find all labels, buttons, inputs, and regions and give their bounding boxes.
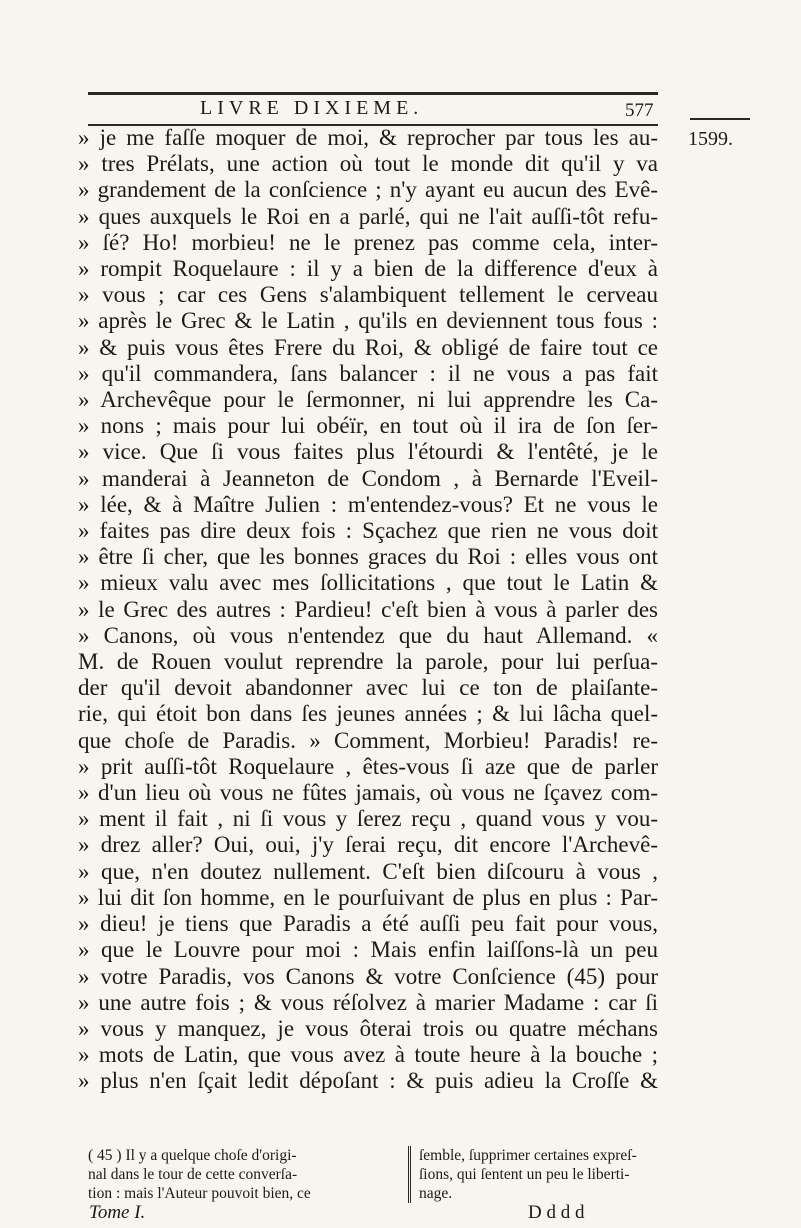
footnote-right-column [408,1146,669,1203]
text-line: » prit auſſi-tôt Roquelaure , êtes-vous ſi aze que de parler [78,753,658,779]
text-line: » le Grec des autres : Pardieu! c'eſt bien à vous à parler des [78,596,658,622]
text-line: » après le Grec & le Latin , qu'ils en deviennent tous fous : [78,308,658,334]
text-line: » Archevêque pour le ſermonner, ni lui apprendre les Ca- [78,387,658,413]
text-line: M. de Rouen voulut reprendre la parole, pour lui perſua- [78,649,658,675]
margin-rule [690,118,750,120]
footnote-line: tion : mais l'Auteur pouvoit bien, ce [88,1185,311,1202]
text-line: » & puis vous êtes Frere du Roi, & obligé de faire tout ce [78,334,658,360]
footnote-line: ſions, qui ſentent un peu le liberti- [419,1166,630,1183]
top-rule [88,92,658,95]
text-line: » drez aller? Oui, oui, j'y ſerai reçu, dit encore l'Archevê- [78,832,658,858]
text-line: » mots de Latin, que vous avez à toute heure à la bouche ; [78,1042,658,1068]
text-line: » grandement de la conſcience ; n'y ayant eu aucun des Evê- [78,177,658,203]
footnote-line: nage. [419,1185,453,1202]
volume-label: Tome I. [89,1202,146,1223]
page-number: 577 [625,100,654,121]
text-line: » faites pas dire deux fois : Sçachez que rien ne vous doit [78,518,658,544]
margin-year: 1599. [688,128,733,150]
text-line: » mieux valu avec mes ſollicitations , que tout le Latin & [78,570,658,596]
text-line: » d'un lieu où vous ne fûtes jamais, où vous ne ſçavez com- [78,780,658,806]
text-line: » vous y manquez, je vous ôterai trois ou quatre méchans [78,1015,658,1041]
text-line: » lui dit ſon homme, en le pourſuivant de plus en plus : Par- [78,884,658,910]
text-line: » dieu! je tiens que Paradis a été auſſi peu fait pour vous, [78,911,658,937]
footnote-line: ( 45 ) Il y a quelque choſe d'origi- [88,1147,297,1164]
footnote-left-column [88,1146,388,1203]
text-line: » je me faſſe moquer de moi, & reprocher par tous les au- [78,125,658,150]
text-line: » rompit Roquelaure : il y a bien de la difference d'eux à [78,256,658,282]
signature-mark: D d d d [528,1202,585,1223]
text-line: » Canons, où vous n'entendez que du haut Allemand. « [78,622,658,648]
text-line: » nons ; mais pour lui obéïr, en tout où il ira de ſon ſer- [78,413,658,439]
text-line: » lée, & à Maître Julien : m'entendez-vous? Et ne vous le [78,491,658,517]
text-line: » que le Louvre pour moi : Mais enfin laiſſons-là un peu [78,937,658,963]
text-line: » que, n'en doutez nullement. C'eſt bien diſcouru à vous , [78,858,658,884]
text-line: der qu'il devoit abandonner avec lui ce ton de plaiſante- [78,675,658,701]
text-line: » manderai à Jeanneton de Condom , à Bernarde l'Eveil- [78,465,658,491]
footnote-line: ſemble, ſupprimer certaines expreſ- [419,1147,637,1164]
text-line: » qu'il commandera, ſans balancer : il ne vous a pas fait [78,360,658,386]
text-line: » ques auxquels le Roi en a parlé, qui ne l'ait auſſi-tôt refu- [78,203,658,229]
text-line: » vice. Que ſi vous faites plus l'étourdi & l'entêté, je le [78,439,658,465]
text-line: » être ſi cher, que les bonnes graces du Roi : elles vous ont [78,544,658,570]
running-header: LIVRE DIXIEME. [200,97,424,119]
footnote-line: nal dans le tour de cette converſa- [88,1166,298,1183]
text-line: » plus n'en ſçait ledit dépoſant : & puis adieu la Croſſe & [78,1068,658,1094]
text-line: » votre Paradis, vos Canons & votre Conſcience (45) pour [78,963,658,989]
body-text [78,125,658,1095]
text-line: » ment il fait , ni ſi vous y ſerez reçu , quand vous y vou- [78,806,658,832]
text-line: » une autre fois ; & vous réſolvez à marier Madame : car ſi [78,989,658,1015]
text-line: » tres Prélats, une action où tout le monde dit qu'il y va [78,151,658,177]
text-line: rie, qui étoit bon dans ſes jeunes années ; & lui lâcha quel- [78,701,658,727]
text-line: que choſe de Paradis. » Comment, Morbieu! Paradis! re- [78,727,658,753]
text-line: » ſé? Ho! morbieu! ne le prenez pas comme cela, inter- [78,229,658,255]
text-line: » vous ; car ces Gens s'alambiquent tellement le cerveau [78,282,658,308]
